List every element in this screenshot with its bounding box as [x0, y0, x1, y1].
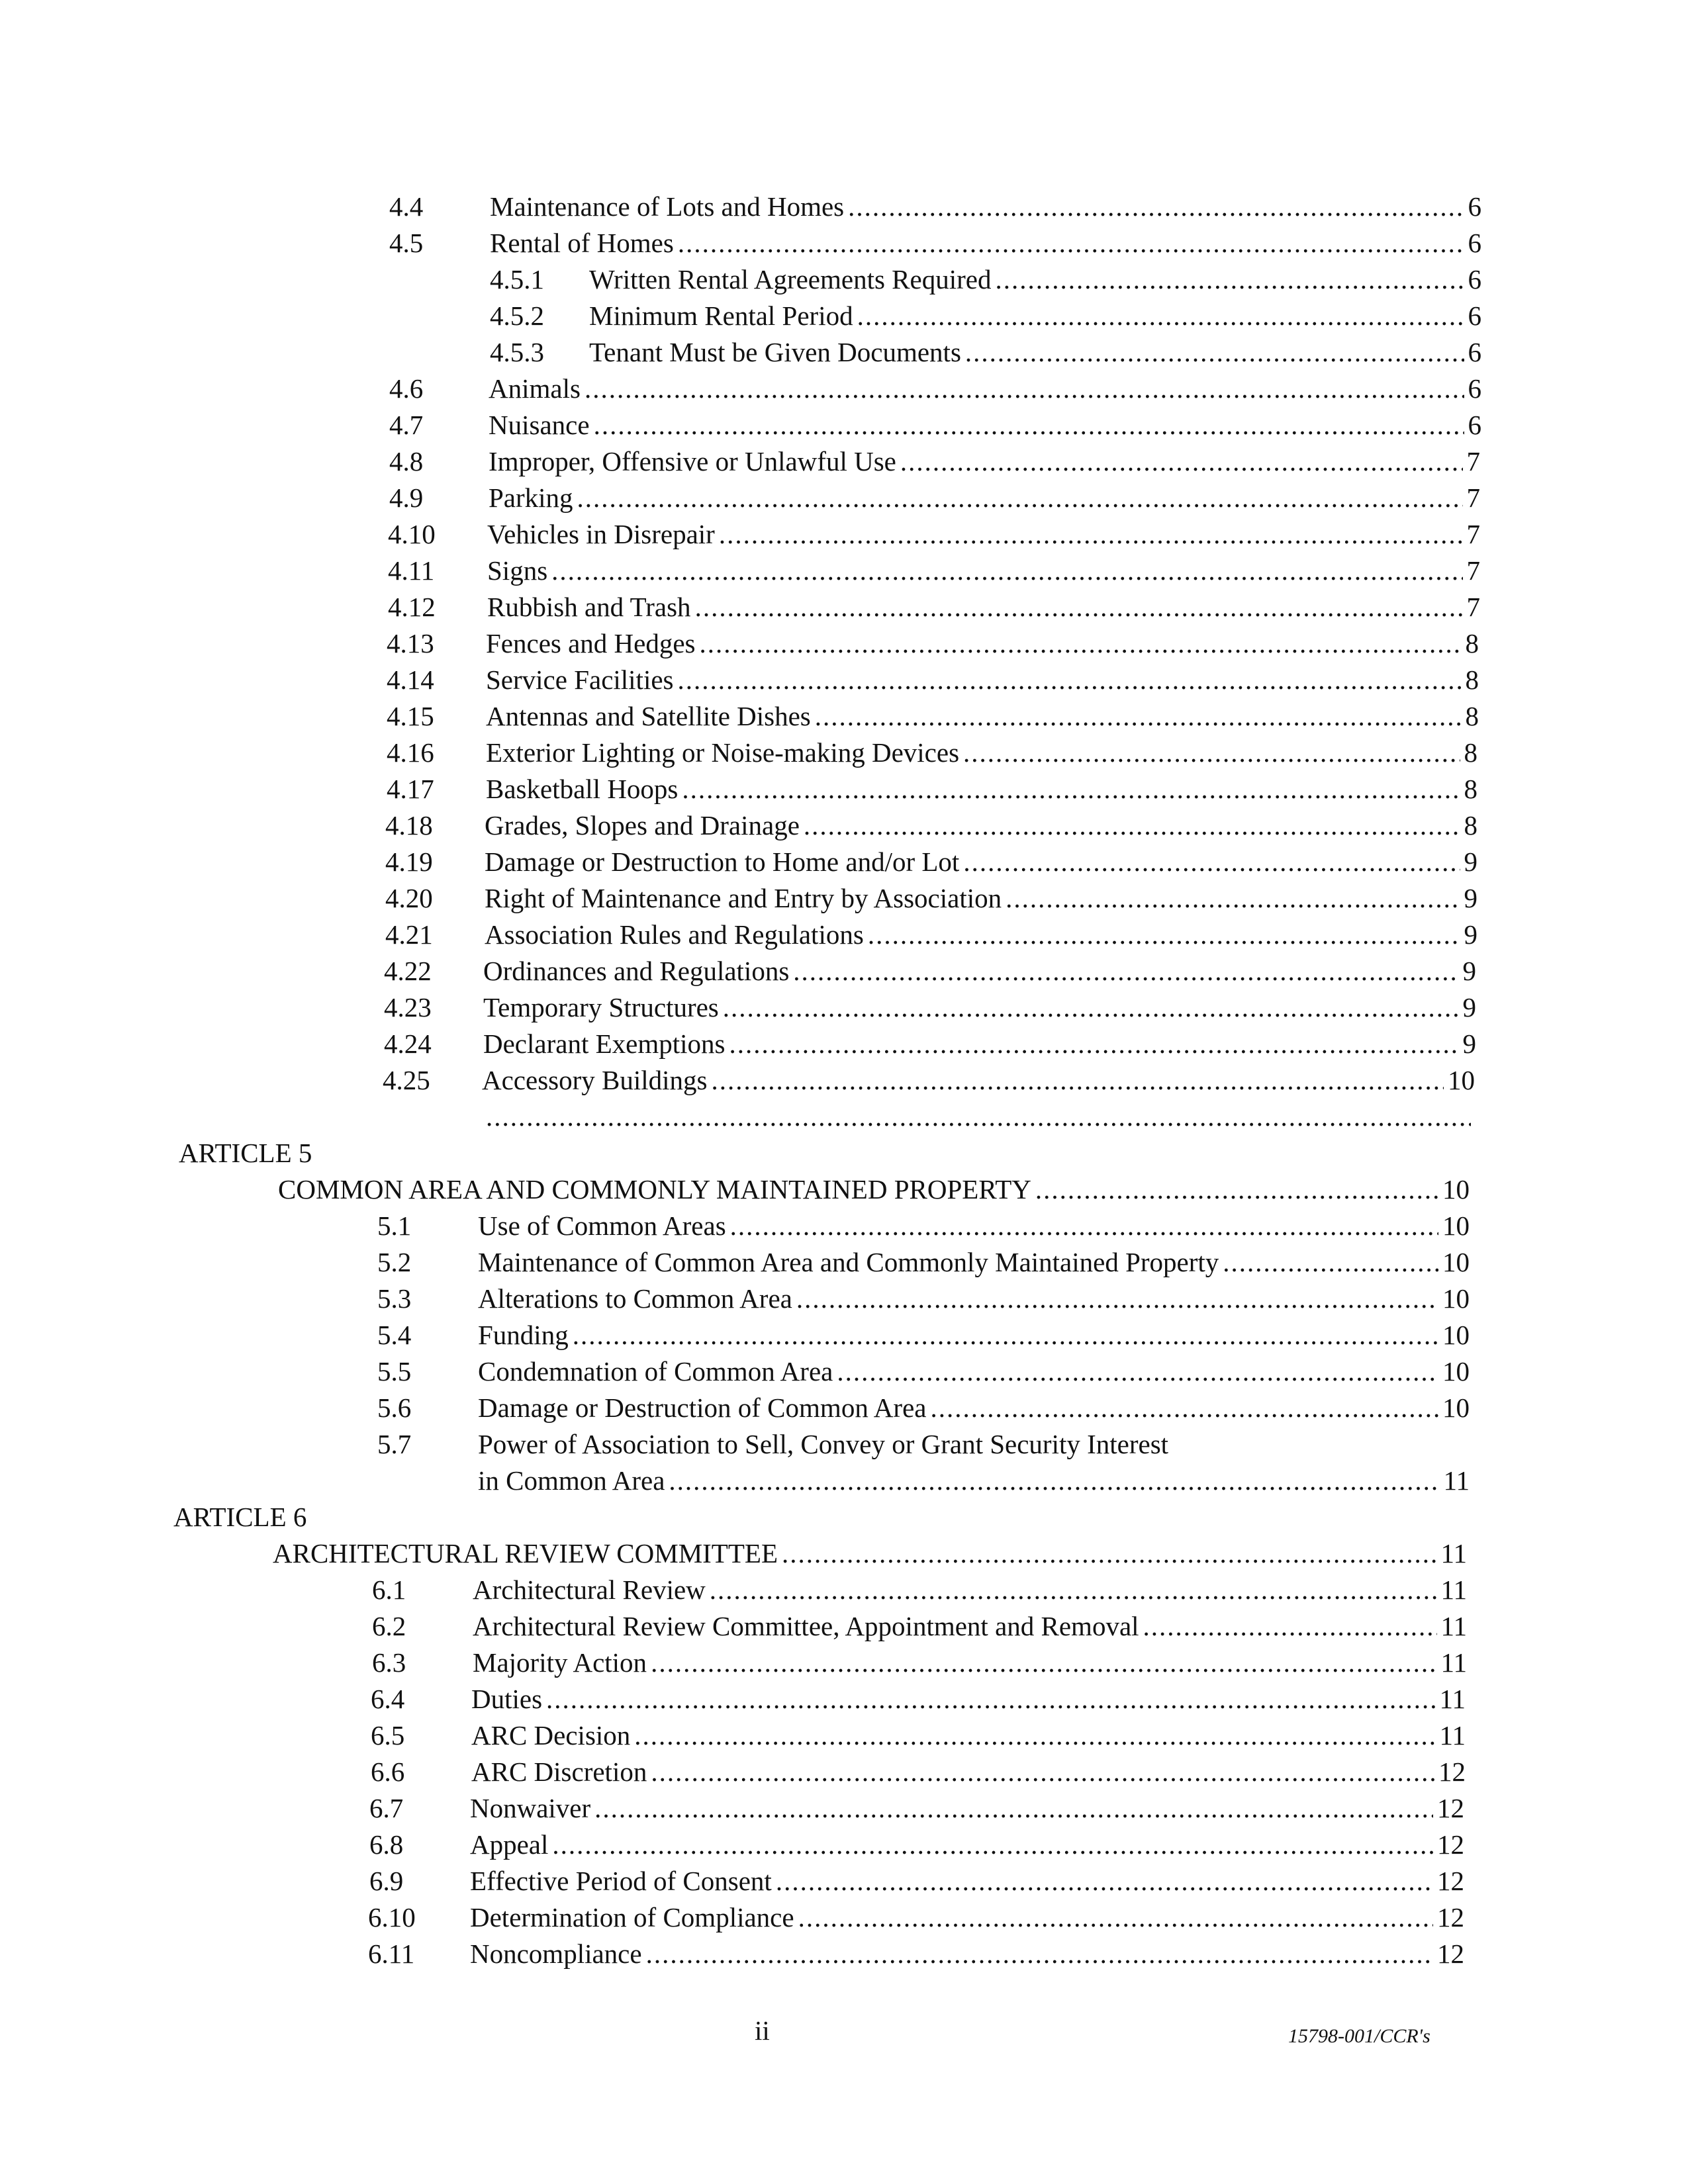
toc-row	[371, 1753, 1466, 1790]
toc-page: 11	[1440, 1574, 1467, 1605]
toc-number: 4.10	[388, 519, 436, 549]
toc-entry	[489, 406, 1481, 443]
toc-page: 12	[1437, 1793, 1464, 1823]
toc-page: 6	[1468, 300, 1481, 331]
toc-page: 9	[1464, 919, 1477, 950]
dot-leader	[700, 625, 1462, 662]
toc-title: Power of Association to Sell, Convey or Grant Security Interest	[478, 1429, 1169, 1459]
dot-leader	[837, 1353, 1438, 1390]
toc-number: 5.1	[377, 1210, 412, 1241]
toc-page: 10	[1442, 1247, 1470, 1277]
toc-title: Fences and Hedges	[486, 628, 696, 659]
toc-entry	[487, 588, 1480, 625]
toc-entry	[483, 989, 1476, 1026]
toc-row	[385, 807, 1477, 844]
toc-number: 4.12	[388, 592, 436, 622]
toc-page: 11	[1440, 1538, 1467, 1569]
toc-page: 6	[1468, 410, 1481, 440]
toc-title: Minimum Rental Period	[589, 300, 853, 331]
dot-leader	[723, 989, 1459, 1026]
toc-number: 5.4	[377, 1320, 412, 1350]
toc-number: 4.11	[388, 555, 435, 586]
toc-title: Noncompliance	[470, 1938, 642, 1969]
toc-title: Rubbish and Trash	[487, 592, 691, 622]
toc-entry	[486, 770, 1477, 807]
toc-number: 5.5	[377, 1356, 412, 1387]
toc-page: 8	[1465, 664, 1479, 695]
toc-title: Alterations to Common Area	[478, 1283, 792, 1314]
toc-page: 7	[1466, 592, 1480, 622]
toc-page: 7	[1466, 482, 1480, 513]
toc-entry	[485, 916, 1477, 953]
toc-page: 10	[1442, 1210, 1470, 1241]
toc-page: 11	[1439, 1684, 1466, 1714]
toc-row	[384, 952, 1476, 989]
toc-row	[385, 880, 1477, 917]
toc-title: ARC Discretion	[471, 1756, 647, 1787]
toc-row	[377, 1316, 1470, 1353]
toc-row	[389, 224, 1481, 261]
toc-row	[387, 661, 1479, 698]
toc-entry	[485, 843, 1477, 880]
toc-title: Use of Common Areas	[478, 1210, 726, 1241]
dot-leader	[965, 334, 1464, 371]
toc-number: 6.9	[369, 1866, 404, 1896]
toc-title: Majority Action	[473, 1647, 647, 1678]
toc-entry	[471, 1680, 1466, 1717]
toc-number: 4.18	[385, 810, 433, 841]
toc-title: in Common Area	[478, 1465, 665, 1496]
toc-row	[389, 406, 1481, 443]
toc-number: 4.14	[387, 664, 434, 695]
toc-entry	[486, 698, 1479, 735]
toc-number: 4.24	[384, 1028, 432, 1059]
article-6-heading	[273, 1535, 1467, 1572]
toc-entry	[478, 1353, 1470, 1390]
dot-leader	[577, 479, 1463, 516]
toc-number: 4.16	[387, 737, 434, 768]
toc-number: 6.6	[371, 1756, 405, 1787]
toc-row	[377, 1426, 1470, 1463]
toc-entry	[483, 1025, 1476, 1062]
toc-title: Accessory Buildings	[482, 1065, 708, 1095]
toc-title: Animals	[489, 373, 581, 404]
toc-row	[377, 1207, 1470, 1244]
toc-number: 6.8	[369, 1829, 404, 1860]
dot-leader	[551, 552, 1462, 589]
toc-entry	[487, 552, 1480, 589]
toc-row	[389, 370, 1481, 407]
toc-title: Grades, Slopes and Drainage	[485, 810, 800, 841]
toc-title: ARC Decision	[471, 1720, 631, 1751]
toc-row	[387, 625, 1479, 662]
toc-entry	[478, 1280, 1470, 1317]
toc-page: 10	[1442, 1174, 1470, 1205]
dot-leader	[585, 370, 1464, 407]
toc-number: 4.8	[389, 446, 424, 477]
article-5-label: ARTICLE 5	[179, 1138, 312, 1168]
toc-entry	[486, 734, 1477, 771]
toc-number: 4.6	[389, 373, 424, 404]
toc-entry	[482, 1062, 1475, 1099]
toc-number: 5.6	[377, 1392, 412, 1423]
toc-page: 8	[1465, 701, 1479, 731]
toc-row	[385, 843, 1477, 880]
toc-row	[384, 1025, 1476, 1062]
toc-title: Damage or Destruction to Home and/or Lot	[485, 846, 960, 877]
toc-title: Exterior Lighting or Noise-making Devices	[486, 737, 960, 768]
toc-title: ARCHITECTURAL REVIEW COMMITTEE	[273, 1538, 778, 1569]
toc-page: 9	[1462, 992, 1476, 1023]
toc-row	[389, 443, 1480, 480]
dot-leader	[782, 1535, 1437, 1572]
toc-row	[388, 588, 1480, 625]
toc-number: 4.5.2	[490, 300, 544, 331]
toc-row	[388, 552, 1480, 589]
toc-entry	[470, 1899, 1464, 1936]
toc-page: 10	[1442, 1283, 1470, 1314]
toc-entry	[478, 1316, 1470, 1353]
toc-title: Determination of Compliance	[470, 1902, 794, 1933]
toc-row	[368, 1899, 1464, 1936]
toc-title: Ordinances and Regulations	[483, 956, 790, 986]
dot-leader	[651, 1753, 1434, 1790]
toc-row	[371, 1717, 1466, 1754]
toc-title: Temporary Structures	[483, 992, 719, 1023]
toc-page: 9	[1464, 846, 1477, 877]
toc-entry	[470, 1935, 1464, 1972]
toc-number: 6.10	[368, 1902, 416, 1933]
toc-row	[387, 770, 1477, 807]
toc-page: 6	[1468, 228, 1481, 258]
dot-leader	[848, 188, 1464, 225]
toc-page: 10	[1448, 1065, 1475, 1095]
toc-row	[490, 261, 1481, 298]
toc-page: 12	[1437, 1938, 1464, 1969]
toc-page: 6	[1468, 373, 1481, 404]
toc-number: 4.15	[387, 701, 434, 731]
dot-leader	[900, 443, 1463, 480]
toc-number: 5.2	[377, 1247, 412, 1277]
toc-page: 12	[1437, 1829, 1464, 1860]
toc-number: 4.22	[384, 956, 432, 986]
toc-title: Maintenance of Lots and Homes	[490, 191, 845, 222]
dot-leader	[719, 516, 1463, 553]
toc-page: 6	[1468, 191, 1481, 222]
toc-row	[490, 297, 1481, 334]
toc-row	[385, 916, 1477, 953]
toc-title: Basketball Hoops	[486, 774, 679, 804]
toc-row	[369, 1790, 1464, 1827]
dot-leader	[594, 1790, 1433, 1827]
dot-leader	[669, 1462, 1439, 1499]
toc-entry	[470, 1862, 1464, 1899]
toc-entry	[478, 1207, 1470, 1244]
dot-leader	[798, 1899, 1433, 1936]
toc-number: 6.7	[369, 1793, 404, 1823]
toc-row	[377, 1244, 1470, 1281]
toc-number: 6.3	[372, 1647, 406, 1678]
dot-leader	[678, 224, 1464, 261]
toc-row	[389, 479, 1480, 516]
toc-title: Association Rules and Regulations	[485, 919, 864, 950]
dot-leader	[710, 1571, 1437, 1608]
toc-number: 6.5	[371, 1720, 405, 1751]
toc-title: Duties	[471, 1684, 543, 1714]
toc-number: 6.2	[372, 1611, 406, 1641]
toc-entry	[485, 880, 1477, 917]
toc-number: 4.17	[387, 774, 434, 804]
dot-leader	[486, 1098, 1471, 1135]
toc-number: 4.19	[385, 846, 433, 877]
toc-title: Right of Maintenance and Entry by Association	[485, 883, 1002, 913]
toc-page: 11	[1443, 1465, 1470, 1496]
article-5-heading	[278, 1171, 1470, 1208]
toc-row	[388, 516, 1480, 553]
toc-page: 8	[1464, 774, 1477, 804]
toc-title: Architectural Review	[473, 1574, 706, 1605]
toc-title: Effective Period of Consent	[470, 1866, 772, 1896]
toc-title: COMMON AREA AND COMMONLY MAINTAINED PROPERTY	[278, 1174, 1031, 1205]
toc-number: 4.7	[389, 410, 424, 440]
toc-title: Architectural Review Committee, Appointment and Removal	[473, 1611, 1139, 1641]
toc-page: 11	[1440, 1647, 1467, 1678]
toc-row	[371, 1680, 1466, 1717]
toc-entry	[470, 1826, 1464, 1863]
toc-entry	[471, 1753, 1466, 1790]
toc-entry	[489, 443, 1480, 480]
toc-row	[377, 1280, 1470, 1317]
toc-entry	[589, 297, 1481, 334]
toc-row	[389, 188, 1481, 225]
dot-leader	[1006, 880, 1460, 917]
dot-leader	[682, 770, 1460, 807]
toc-page: 8	[1465, 628, 1479, 659]
dot-leader	[963, 734, 1460, 771]
toc-row	[384, 989, 1476, 1026]
toc-number: 4.5	[389, 228, 424, 258]
toc-entry	[278, 1171, 1470, 1208]
toc-title: Antennas and Satellite Dishes	[486, 701, 811, 731]
footer-document-id: 15798-001/CCR's	[1288, 2025, 1430, 2047]
toc-row-continuation	[478, 1462, 1470, 1499]
dot-leader	[695, 588, 1463, 625]
toc-page: 12	[1437, 1902, 1464, 1933]
dot-leader	[552, 1826, 1433, 1863]
toc-row	[372, 1571, 1467, 1608]
article-6-label: ARTICLE 6	[173, 1502, 307, 1532]
dot-leader	[868, 916, 1460, 953]
toc-number: 4.9	[389, 482, 424, 513]
dot-leader	[1223, 1244, 1438, 1281]
toc-title: Maintenance of Common Area and Commonly Maintained Property	[478, 1247, 1219, 1277]
toc-title: Improper, Offensive or Unlawful Use	[489, 446, 896, 477]
toc-row	[377, 1389, 1470, 1426]
toc-number: 4.5.3	[490, 337, 544, 367]
toc-row	[369, 1862, 1464, 1899]
toc-number: 4.25	[383, 1065, 430, 1095]
toc-title: Rental of Homes	[490, 228, 674, 258]
toc-page: 12	[1437, 1866, 1464, 1896]
toc-title: Damage or Destruction of Common Area	[478, 1392, 927, 1423]
toc-page: 8	[1464, 810, 1477, 841]
toc-title: Signs	[487, 555, 548, 586]
toc-number: 4.23	[384, 992, 432, 1023]
dot-leader	[793, 952, 1458, 989]
toc-entry	[470, 1790, 1464, 1827]
toc-number: 4.4	[389, 191, 424, 222]
toc-page: 7	[1466, 519, 1480, 549]
dot-leader	[930, 1389, 1438, 1426]
toc-row	[369, 1826, 1464, 1863]
toc-page: 11	[1440, 1611, 1467, 1641]
toc-page: 6	[1468, 264, 1481, 295]
toc-number: 6.11	[368, 1938, 415, 1969]
dot-leader	[651, 1644, 1436, 1681]
toc-entry	[478, 1244, 1470, 1281]
toc-row	[387, 734, 1477, 771]
toc-number: 6.4	[371, 1684, 405, 1714]
toc-entry	[485, 807, 1477, 844]
toc-entry	[483, 952, 1476, 989]
toc-entry	[489, 479, 1480, 516]
toc-entry	[486, 625, 1479, 662]
toc-number: 4.20	[385, 883, 433, 913]
toc-entry	[589, 261, 1481, 298]
toc-title: Written Rental Agreements Required	[589, 264, 992, 295]
toc-number: 4.13	[387, 628, 434, 659]
toc-page: 10	[1442, 1320, 1470, 1350]
toc-page: 7	[1466, 446, 1480, 477]
dot-leader	[963, 843, 1460, 880]
toc-title: Condemnation of Common Area	[478, 1356, 833, 1387]
dot-leader	[546, 1680, 1435, 1717]
toc-entry	[478, 1389, 1470, 1426]
toc-row	[368, 1935, 1464, 1972]
dot-leader	[594, 406, 1464, 443]
toc-title: Declarant Exemptions	[483, 1028, 726, 1059]
toc-title: Nuisance	[489, 410, 590, 440]
toc-entry	[473, 1571, 1467, 1608]
toc-entry	[487, 516, 1480, 553]
dot-leader	[857, 297, 1464, 334]
toc-number: 5.7	[377, 1429, 412, 1459]
dot-leader	[796, 1280, 1438, 1317]
toc-title: Appeal	[470, 1829, 549, 1860]
dot-leader	[776, 1862, 1433, 1899]
toc-page: 9	[1462, 956, 1476, 986]
dot-leader	[995, 261, 1464, 298]
toc-number: 4.21	[385, 919, 433, 950]
toc-row	[372, 1644, 1467, 1681]
toc-number: 6.1	[372, 1574, 406, 1605]
toc-entry	[490, 224, 1481, 261]
dot-leader	[678, 661, 1462, 698]
toc-page: 9	[1464, 883, 1477, 913]
toc-entry	[486, 661, 1479, 698]
toc-page: 9	[1462, 1028, 1476, 1059]
dot-leader	[1143, 1608, 1437, 1645]
toc-entry	[471, 1717, 1466, 1754]
toc-page: 12	[1438, 1756, 1466, 1787]
toc-row	[387, 698, 1479, 735]
toc-entry	[589, 334, 1481, 371]
toc-title: Tenant Must be Given Documents	[589, 337, 961, 367]
toc-entry	[478, 1462, 1470, 1499]
toc-title: Nonwaiver	[470, 1793, 591, 1823]
dot-leader	[634, 1717, 1435, 1754]
toc-page: 6	[1468, 337, 1481, 367]
toc-number: 4.5.1	[490, 264, 544, 295]
toc-title: Parking	[489, 482, 573, 513]
footer-page-number: ii	[755, 2015, 770, 2046]
toc-entry	[482, 1098, 1475, 1135]
toc-entry	[273, 1535, 1467, 1572]
toc-page: 10	[1442, 1356, 1470, 1387]
toc-page: 8	[1464, 737, 1477, 768]
toc-page: 10	[1442, 1392, 1470, 1423]
toc-row	[372, 1608, 1467, 1645]
toc-title: Vehicles in Disrepair	[487, 519, 715, 549]
toc-number: 5.3	[377, 1283, 412, 1314]
dot-leader	[712, 1062, 1444, 1099]
toc-entry	[473, 1644, 1467, 1681]
toc-page: 11	[1439, 1720, 1466, 1751]
dot-leader	[815, 698, 1462, 735]
toc-title: Funding	[478, 1320, 569, 1350]
dot-leader	[646, 1935, 1433, 1972]
dot-leader	[804, 807, 1460, 844]
toc-page: 7	[1466, 555, 1480, 586]
toc-entry	[478, 1426, 1470, 1463]
dot-leader	[1035, 1171, 1438, 1208]
toc-entry	[489, 370, 1481, 407]
toc-entry	[490, 188, 1481, 225]
dot-leader	[573, 1316, 1438, 1353]
dot-leader	[730, 1207, 1438, 1244]
toc-row	[377, 1353, 1470, 1390]
toc-row	[383, 1098, 1475, 1135]
toc-row	[490, 334, 1481, 371]
toc-title: Service Facilities	[486, 664, 674, 695]
toc-entry	[473, 1608, 1467, 1645]
dot-leader	[729, 1025, 1458, 1062]
toc-row	[383, 1062, 1475, 1099]
